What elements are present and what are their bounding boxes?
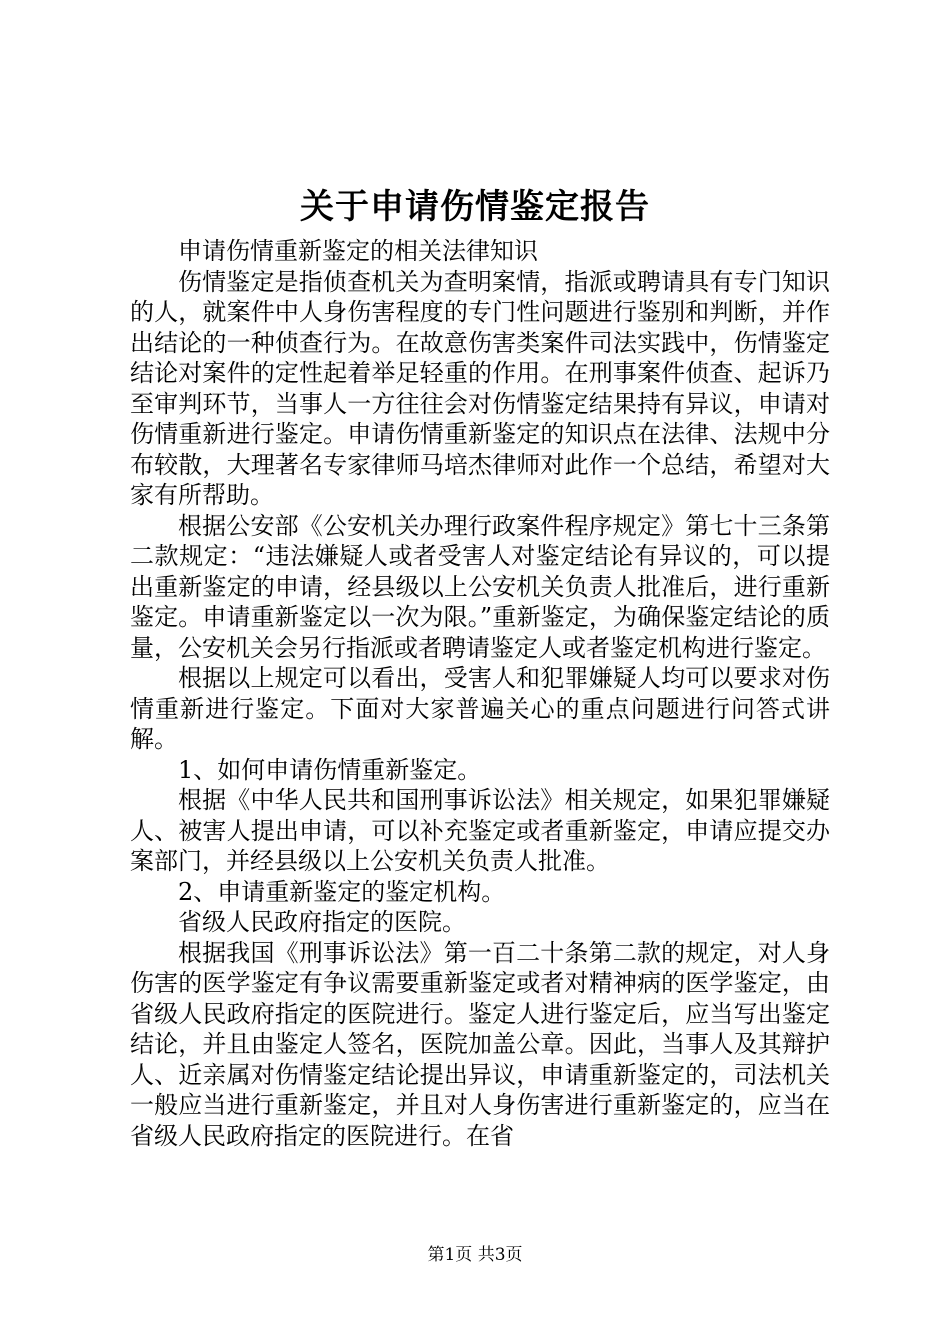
paragraph: 根据《中华人民共和国刑事诉讼法》相关规定，如果犯罪嫌疑人、被害人提出申请，可以补充鉴定或者重新鉴定，申请应提交办案部门，并经县级以上公安机关负责人批准。 (130, 786, 830, 875)
paragraph: 根据公安部《公安机关办理行政案件程序规定》第七十三条第二款规定：“违法嫌疑人或者受害人对鉴定结论有异议的，可以提出重新鉴定的申请，经县级以上公安机关负责人批准后，进行重新鉴定。申请重新鉴定以一次为限。”重新鉴定，为确保鉴定结论的质量，公安机关会另行指派或者聘请鉴定人或者鉴定机构进行鉴定。 (130, 511, 830, 662)
page-footer: 第1页 共3页 (427, 1245, 523, 1265)
paragraph: 省级人民政府指定的医院。 (178, 908, 466, 936)
paragraph: 根据我国《刑事诉讼法》第一百二十条第二款的规定，对人身伤害的医学鉴定有争议需要重新鉴定或者对精神病的医学鉴定，由省级人民政府指定的医院进行。鉴定人进行鉴定后，应当写出鉴定结论，并且由鉴定人签名，医院加盖公章。因此，当事人及其辩护人、近亲属对伤情鉴定结论提出异议，申请重新鉴定的，司法机关一般应当进行重新鉴定，并且对人身伤害进行重新鉴定的，应当在省级人民政府指定的医院进行。在省 (130, 938, 830, 1150)
paragraph: 根据以上规定可以看出，受害人和犯罪嫌疑人均可以要求对伤情重新进行鉴定。下面对大家普遍关心的重点问题进行问答式讲解。 (130, 664, 830, 753)
document-title: 关于申请伤情鉴定报告 (300, 187, 650, 227)
section-heading: 1、如何申请伤情重新鉴定。 (178, 755, 482, 784)
document-body (130, 236, 830, 1151)
section-heading: 2、申请重新鉴定的鉴定机构。 (178, 877, 506, 906)
paragraph-heading: 申请伤情重新鉴定的相关法律知识 (178, 237, 538, 265)
paragraph: 伤情鉴定是指侦查机关为查明案情，指派或聘请具有专门知识的人，就案件中人身伤害程度的专门性问题进行鉴别和判断，并作出结论的一种侦查行为。在故意伤害类案件司法实践中，伤情鉴定结论对案件的定性起着举足轻重的作用。在刑事案件侦查、起诉乃至审判环节，当事人一方往往会对伤情鉴定结果持有异议，申请对伤情重新进行鉴定。申请伤情重新鉴定的知识点在法律、法规中分布较散，大理著名专家律师马培杰律师对此作一个总结，希望对大家有所帮助。 (130, 267, 830, 509)
